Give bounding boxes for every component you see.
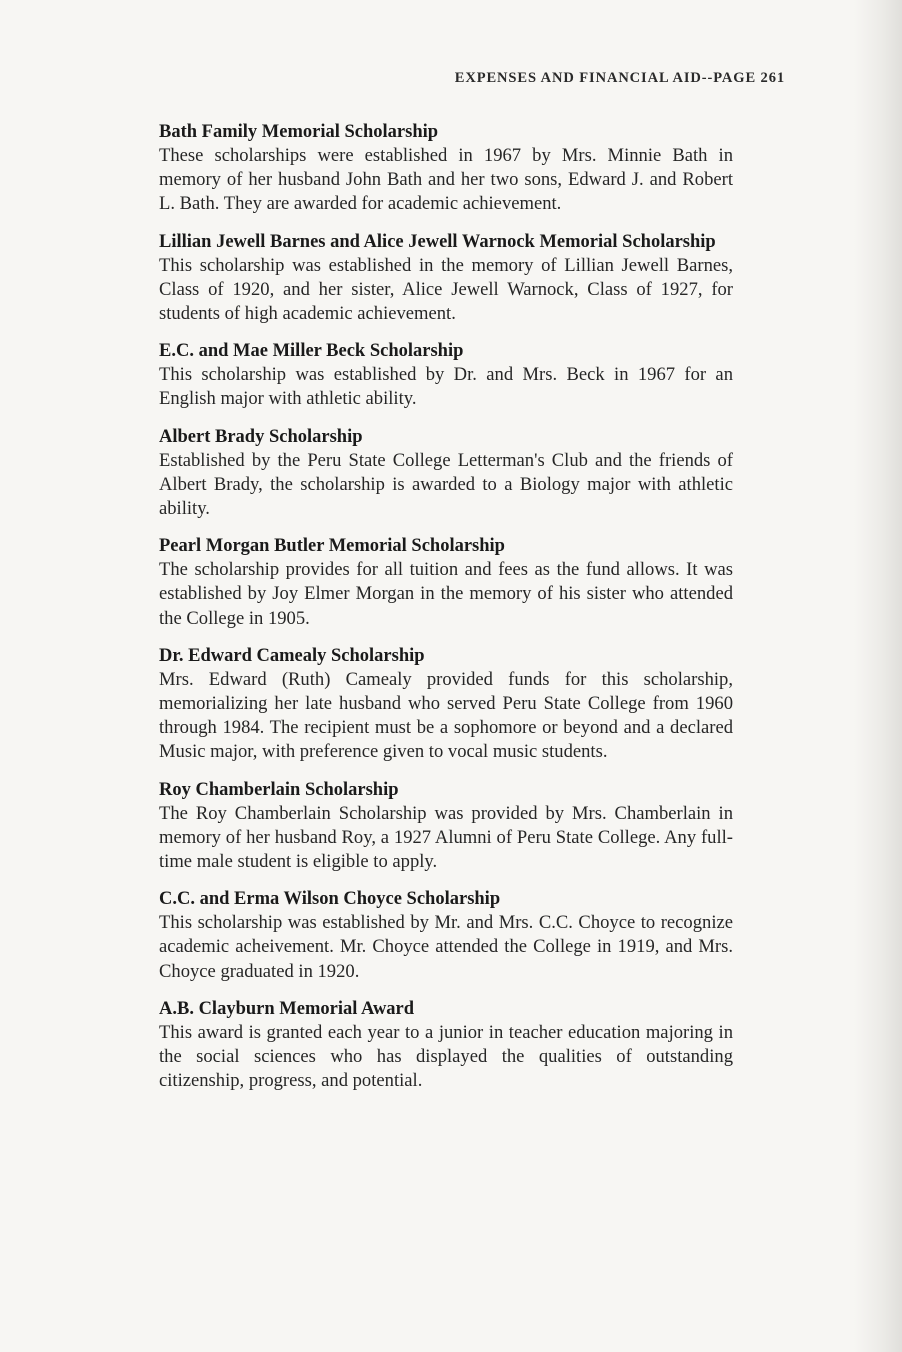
running-head: EXPENSES AND FINANCIAL AID--PAGE 261	[454, 70, 785, 86]
scholarship-description: These scholarships were established in 1967 by Mrs. Minnie Bath in memory of her husband John Bath and her two sons, Edward J. and Robert L. Bath. They are awarded for academic achievement.	[159, 145, 733, 215]
scholarship-description: The Roy Chamberlain Scholarship was provided by Mrs. Chamberlain in memory of her husband Roy, a 1927 Alumni of Peru State College. Any full-time male student is eligible to apply.	[159, 802, 733, 873]
scholarship-entry	[159, 534, 733, 631]
scholarship-title: Albert Brady Scholarship	[159, 426, 363, 447]
scholarship-title: Lillian Jewell Barnes and Alice Jewell Warnock Memorial Scholarship	[159, 231, 716, 252]
scholarship-entry	[159, 778, 733, 875]
scholarship-description: The scholarship provides for all tuition and fees as the fund allows. It was established by Joy Elmer Morgan in the memory of his sister who attended the College in 1905.	[159, 559, 733, 629]
scholarship-title: Bath Family Memorial Scholarship	[159, 122, 439, 142]
scholarship-description: This award is granted each year to a junior in teacher education majoring in the social sciences who has displayed the qualities of outstanding citizenship, progress, and potential.	[159, 1021, 733, 1092]
scholarship-entry	[159, 887, 733, 984]
scholarship-title: Roy Chamberlain Scholarship	[159, 779, 399, 800]
scholarship-entry	[159, 230, 733, 327]
scholarship-entry	[159, 120, 733, 217]
scholarship-description: Established by the Peru State College Letterman's Club and the friends of Albert Brady, the scholarship is awarded to a Biology major with athletic ability.	[159, 449, 733, 520]
scholarship-description: This scholarship was established in the memory of Lillian Jewell Barnes, Class of 1920, and her sister, Alice Jewell Warnock, Class of 1927, for students of high academic achievement.	[159, 254, 733, 325]
scholarship-title: Pearl Morgan Butler Memorial Scholarship	[159, 536, 505, 557]
scholarship-entry	[159, 644, 733, 765]
scholarship-title: C.C. and Erma Wilson Choyce Scholarship	[159, 889, 501, 910]
scholarship-title: Dr. Edward Camealy Scholarship	[159, 645, 425, 666]
scholarship-entry	[159, 997, 733, 1094]
scholarship-entry	[159, 425, 733, 522]
scholarship-description: This scholarship was established by Mr. and Mrs. C.C. Choyce to recognize academic acheivement. Mr. Choyce attended the College in 1919, and Mrs. Choyce graduated in 1920.	[159, 912, 733, 982]
scholarship-description: This scholarship was established by Dr. and Mrs. Beck in 1967 for an English major with athletic ability.	[159, 364, 733, 410]
scholarship-entry	[159, 339, 733, 411]
scholarship-title: E.C. and Mae Miller Beck Scholarship	[159, 341, 464, 362]
scholarship-title: A.B. Clayburn Memorial Award	[159, 998, 415, 1019]
page-edge-shadow	[854, 0, 902, 1352]
scholarship-description: Mrs. Edward (Ruth) Camealy provided funds for this scholarship, memorializing her late husband who served Peru State College from 1960 through 1984. The recipient must be a sophomore or beyond and a declared Music major, with preference given to vocal music students.	[159, 668, 733, 763]
scholarship-list	[159, 120, 733, 1106]
